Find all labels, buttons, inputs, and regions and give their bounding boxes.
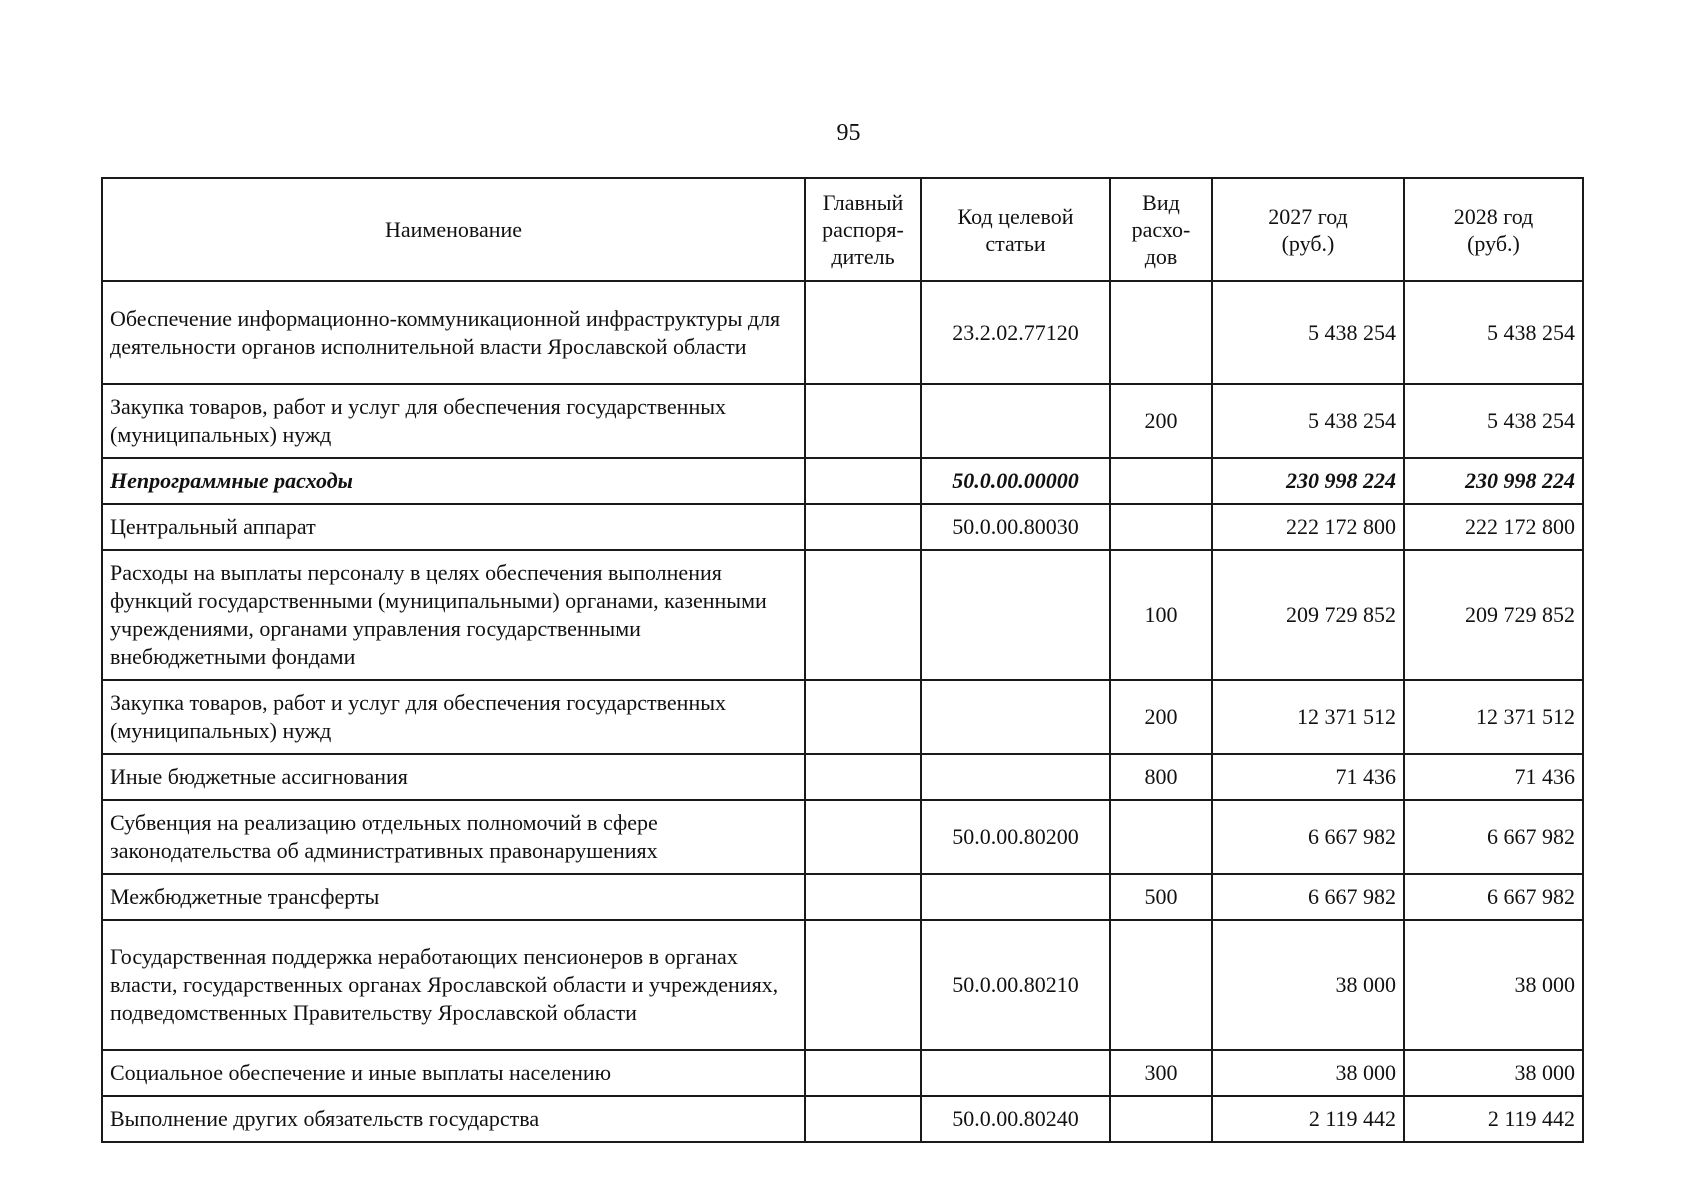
table-body bbox=[102, 281, 1583, 1142]
row-2027: 230 998 224 bbox=[1212, 458, 1404, 504]
table-row bbox=[102, 680, 1583, 754]
row-kind: 800 bbox=[1110, 754, 1212, 800]
header-kind: Вид расхо- дов bbox=[1110, 178, 1212, 281]
page-number: 95 bbox=[836, 120, 861, 146]
table-row bbox=[102, 1096, 1583, 1142]
row-2028: 209 729 852 bbox=[1404, 550, 1583, 680]
header-name: Наименование bbox=[102, 178, 805, 281]
row-2028: 38 000 bbox=[1404, 920, 1583, 1050]
header-2028: 2028 год (руб.) bbox=[1404, 178, 1583, 281]
header-2027: 2027 год (руб.) bbox=[1212, 178, 1404, 281]
row-2028: 6 667 982 bbox=[1404, 800, 1583, 874]
row-name: Закупка товаров, работ и услуг для обеспечения государственных (муниципальных) нужд bbox=[102, 680, 805, 754]
row-kind bbox=[1110, 504, 1212, 550]
header-code: Код целевой статьи bbox=[921, 178, 1110, 281]
row-kind: 500 bbox=[1110, 874, 1212, 920]
row-name: Закупка товаров, работ и услуг для обеспечения государственных (муниципальных) нужд bbox=[102, 384, 805, 458]
table-row bbox=[102, 800, 1583, 874]
row-2027: 38 000 bbox=[1212, 1050, 1404, 1096]
budget-table bbox=[101, 177, 1584, 1143]
row-2028: 5 438 254 bbox=[1404, 281, 1583, 384]
row-manager bbox=[805, 800, 921, 874]
row-kind bbox=[1110, 1096, 1212, 1142]
row-2028: 38 000 bbox=[1404, 1050, 1583, 1096]
row-code bbox=[921, 1050, 1110, 1096]
row-2027: 12 371 512 bbox=[1212, 680, 1404, 754]
row-kind bbox=[1110, 281, 1212, 384]
row-kind: 100 bbox=[1110, 550, 1212, 680]
row-name: Обеспечение информационно-коммуникационной инфраструктуры для деятельности органов исполнительной власти Ярославской области bbox=[102, 281, 805, 384]
table-row bbox=[102, 920, 1583, 1050]
row-2027: 6 667 982 bbox=[1212, 874, 1404, 920]
row-name: Центральный аппарат bbox=[102, 504, 805, 550]
row-2028: 6 667 982 bbox=[1404, 874, 1583, 920]
row-manager bbox=[805, 458, 921, 504]
row-manager bbox=[805, 281, 921, 384]
row-kind bbox=[1110, 920, 1212, 1050]
row-manager bbox=[805, 504, 921, 550]
row-2027: 2 119 442 bbox=[1212, 1096, 1404, 1142]
table-row bbox=[102, 874, 1583, 920]
row-2027: 71 436 bbox=[1212, 754, 1404, 800]
row-kind bbox=[1110, 458, 1212, 504]
row-name: Непрограммные расходы bbox=[102, 458, 805, 504]
row-code: 23.2.02.77120 bbox=[921, 281, 1110, 384]
row-code: 50.0.00.00000 bbox=[921, 458, 1110, 504]
row-2028: 2 119 442 bbox=[1404, 1096, 1583, 1142]
row-kind bbox=[1110, 800, 1212, 874]
row-name: Межбюджетные трансферты bbox=[102, 874, 805, 920]
row-2027: 222 172 800 bbox=[1212, 504, 1404, 550]
header-manager: Главный распоря- дитель bbox=[805, 178, 921, 281]
table-row bbox=[102, 550, 1583, 680]
row-code bbox=[921, 384, 1110, 458]
row-2028: 222 172 800 bbox=[1404, 504, 1583, 550]
row-2028: 71 436 bbox=[1404, 754, 1583, 800]
row-name: Государственная поддержка неработающих пенсионеров в органах власти, государственных органах Ярославской области и учреждениях, подведомственных Правительству Ярославской области bbox=[102, 920, 805, 1050]
row-manager bbox=[805, 550, 921, 680]
row-code: 50.0.00.80240 bbox=[921, 1096, 1110, 1142]
row-2027: 209 729 852 bbox=[1212, 550, 1404, 680]
row-name: Социальное обеспечение и иные выплаты населению bbox=[102, 1050, 805, 1096]
table-row bbox=[102, 754, 1583, 800]
row-manager bbox=[805, 1096, 921, 1142]
row-name: Расходы на выплаты персоналу в целях обеспечения выполнения функций государственными (муниципальными) органами, казенными учреждениями, органами управления государственными внебюджетными фондами bbox=[102, 550, 805, 680]
row-manager bbox=[805, 874, 921, 920]
row-code bbox=[921, 754, 1110, 800]
header-row bbox=[102, 178, 1583, 281]
table-row bbox=[102, 281, 1583, 384]
row-manager bbox=[805, 384, 921, 458]
row-2027: 6 667 982 bbox=[1212, 800, 1404, 874]
row-manager bbox=[805, 680, 921, 754]
row-code: 50.0.00.80210 bbox=[921, 920, 1110, 1050]
table-row-section bbox=[102, 458, 1583, 504]
row-code: 50.0.00.80200 bbox=[921, 800, 1110, 874]
row-kind: 300 bbox=[1110, 1050, 1212, 1096]
table-row bbox=[102, 504, 1583, 550]
row-name: Выполнение других обязательств государства bbox=[102, 1096, 805, 1142]
row-kind: 200 bbox=[1110, 384, 1212, 458]
row-code bbox=[921, 874, 1110, 920]
row-2027: 5 438 254 bbox=[1212, 281, 1404, 384]
row-2027: 5 438 254 bbox=[1212, 384, 1404, 458]
row-manager bbox=[805, 754, 921, 800]
row-name: Субвенция на реализацию отдельных полномочий в сфере законодательства об административных правонарушениях bbox=[102, 800, 805, 874]
row-2028: 230 998 224 bbox=[1404, 458, 1583, 504]
row-code bbox=[921, 550, 1110, 680]
row-2028: 12 371 512 bbox=[1404, 680, 1583, 754]
table-row bbox=[102, 384, 1583, 458]
row-kind: 200 bbox=[1110, 680, 1212, 754]
table-header bbox=[102, 178, 1583, 281]
table-row bbox=[102, 1050, 1583, 1096]
row-code bbox=[921, 680, 1110, 754]
row-name: Иные бюджетные ассигнования bbox=[102, 754, 805, 800]
row-2027: 38 000 bbox=[1212, 920, 1404, 1050]
row-manager bbox=[805, 1050, 921, 1096]
row-manager bbox=[805, 920, 921, 1050]
row-code: 50.0.00.80030 bbox=[921, 504, 1110, 550]
row-2028: 5 438 254 bbox=[1404, 384, 1583, 458]
